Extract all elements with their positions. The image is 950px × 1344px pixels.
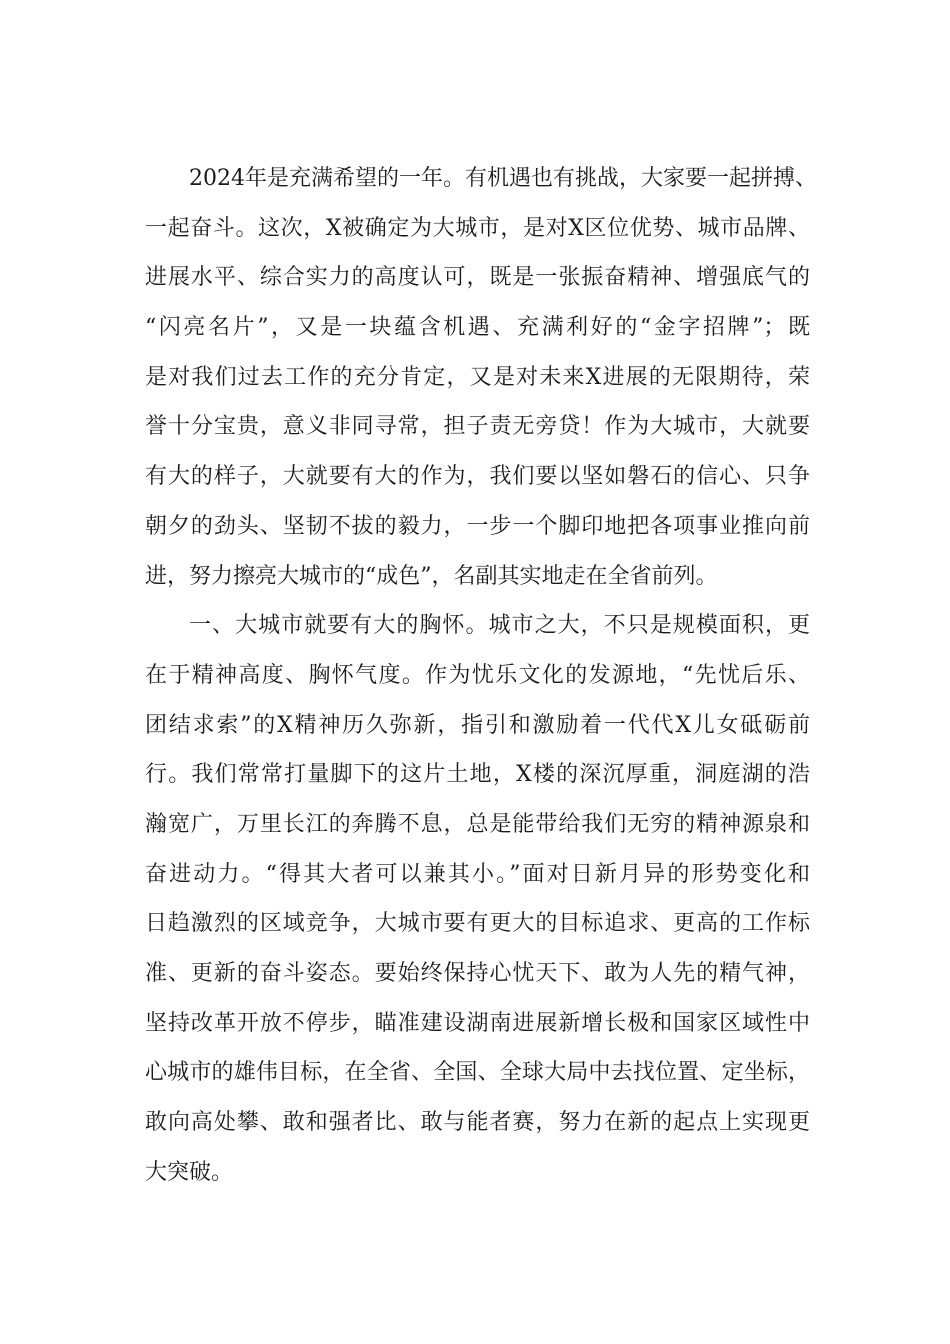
paragraph-1-line-4: “闪亮名片”，又是一块蕴含机遇、充满利好的“金字招牌”；既: [145, 315, 810, 341]
paragraph-2-line-8: 准、更新的奋斗姿态。要始终保持心忧天下、敢为人先的精气神，: [145, 961, 810, 986]
paragraph-2-line-6: 奋进动力。“得其大者可以兼其小。”面对日新月异的形势变化和: [145, 861, 810, 887]
paragraph-2-line-7: 日趋激烈的区域竞争，大城市要有更大的目标追求、更高的工作标: [145, 911, 810, 937]
paragraph-1-line-1: 2024年是充满希望的一年。有机遇也有挑战，大家要一起拼搏、: [189, 166, 817, 191]
paragraph-1-line-2: 一起奋斗。这次，X被确定为大城市，是对X区位优势、城市品牌、: [145, 215, 810, 241]
paragraph-2-line-10: 心城市的雄伟目标，在全省、全国、全球大局中去找位置、定坐标，: [145, 1060, 810, 1086]
paragraph-2-line-11: 敢向高处攀、敢和强者比、敢与能者赛，努力在新的起点上实现更: [145, 1110, 810, 1136]
document-body: [145, 154, 817, 1197]
paragraph-1-line-8: 朝夕的劲头、坚韧不拔的毅力，一步一个脚印地把各项事业推向前: [145, 513, 810, 539]
paragraph-2-line-9: 坚持改革开放不停步，瞄准建设湖南进展新增长极和国家区域性中: [145, 1010, 810, 1036]
paragraph-2-line-2: 在于精神高度、胸怀气度。作为忧乐文化的发源地，“先忧后乐、: [145, 662, 810, 688]
paragraph-1-line-6: 誉十分宝贵，意义非同寻常，担子责无旁贷！作为大城市，大就要: [145, 414, 810, 440]
paragraph-2-line-3: 团结求索”的X精神历久弥新，指引和激励着一代代X儿女砥砺前: [145, 712, 810, 738]
paragraph-1-line-7: 有大的样子，大就要有大的作为，我们要以坚如磐石的信心、只争: [145, 464, 810, 490]
paragraph-2-line-1: 一、大城市就要有大的胸怀。城市之大，不只是规模面积，更: [189, 613, 810, 639]
paragraph-2-line-4: 行。我们常常打量脚下的这片土地，X楼的深沉厚重，洞庭湖的浩: [145, 762, 810, 788]
paragraph-1-line-3: 进展水平、综合实力的高度认可，既是一张振奋精神、增强底气的: [145, 265, 810, 291]
paragraph-1-line-5: 是对我们过去工作的充分肯定，又是对未来X进展的无限期待，荣: [145, 364, 810, 390]
paragraph-2-line-12: 大突破。: [145, 1159, 234, 1185]
paragraph-1-line-9: 进，努力擦亮大城市的“成色”，名副其实地走在全省前列。: [145, 563, 718, 589]
paragraph-2-line-5: 瀚宽广，万里长江的奔腾不息，总是能带给我们无穷的精神源泉和: [145, 811, 810, 837]
